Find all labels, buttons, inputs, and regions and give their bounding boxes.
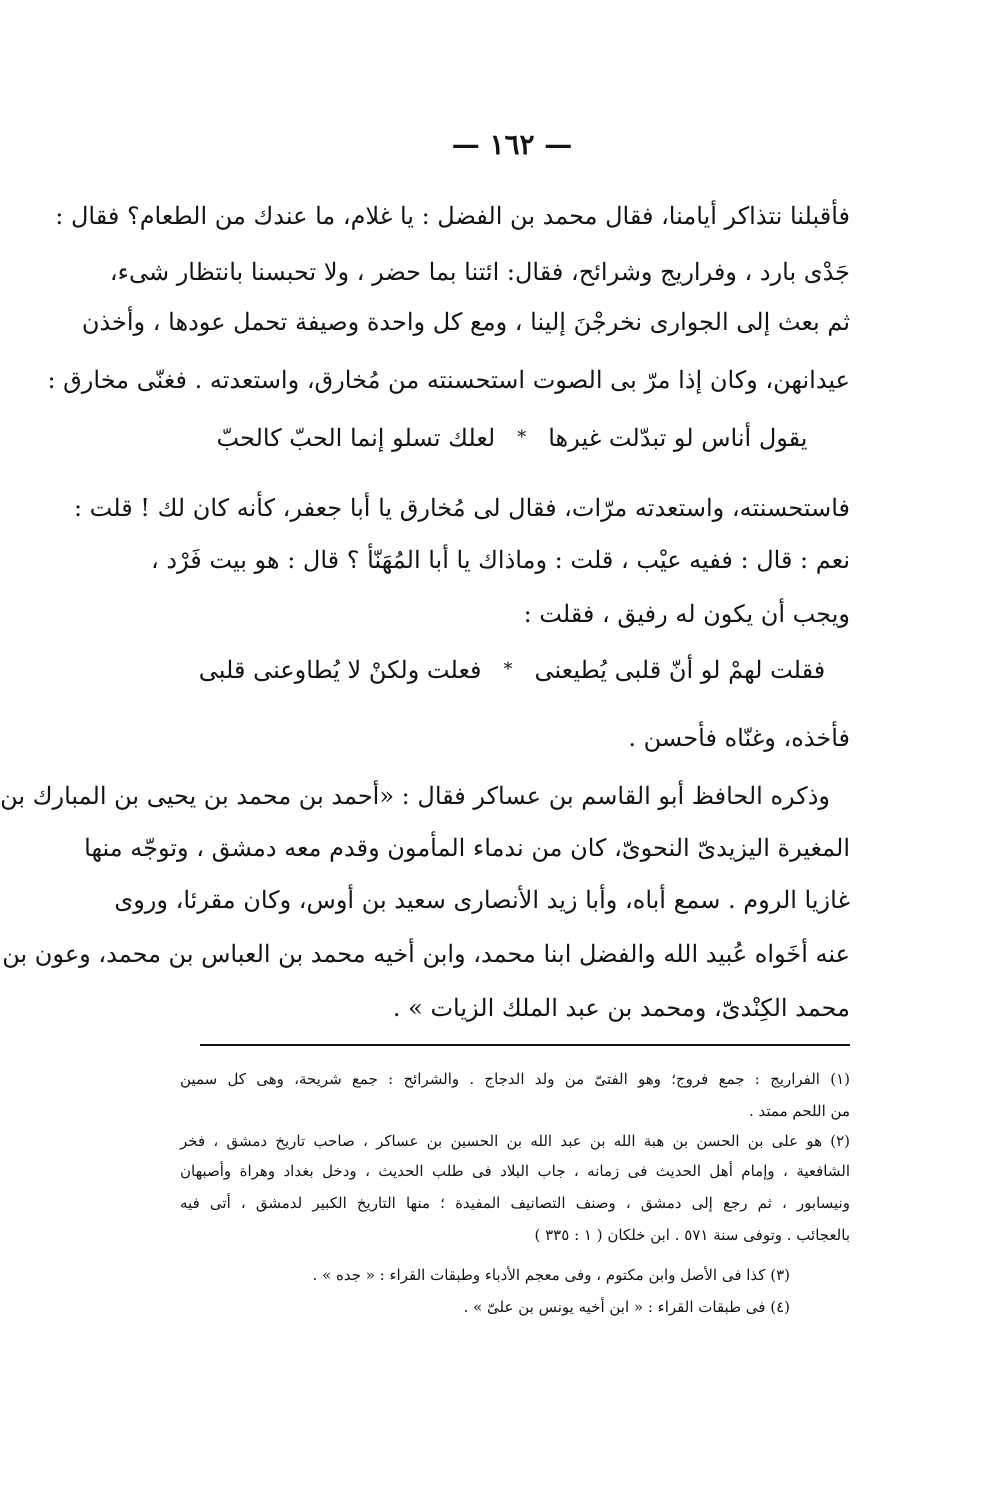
text-line: وذكره الحافظ أبو القاسم بن عساكر فقال : «أحمد بن محمد بن يحيى بن المبارك بن [0,782,830,810]
text-line: ثم بعث إلى الجوارى نخرجْنَ إلينا ، ومع كل واحدة وصيفة تحمل عودها ، وأخذن [81,308,850,336]
verse-hemistich-right: فقلت لهمْ لو أنّ قلبى يُطيعنى [534,656,826,684]
verse-hemistich-left: لعلك تسلو إنما الحبّ كالحبّ [216,424,496,452]
text-line: ويجب أن يكون له رفيق ، فقلت : [523,600,850,628]
text-line: نعم : قال : ففيه عيْب ، قلت : وماذاك يا أبا المُهَنّأ ؟ قال : هو بيت فَرْد ، [151,546,850,574]
footnote-line: (٢) هو على بن الحسن بن هبة الله بن عبد الله بن الحسين بن عساكر ، صاحب تاريخ دمشق ، فخر [180,1132,850,1150]
verse-hemistich-right: يقول أناس لو تبدّلت غيرها [548,424,808,452]
page-number: — ١٦٢ — [451,128,573,161]
footnote-line: بالعجائب . وتوفى سنة ٥٧١ . ابن خلكان ( ١ : ٣٣٥ ) [534,1226,850,1244]
text-line: فأقبلنا نتذاكر أيامنا، فقال محمد بن الفضل : يا غلام، ما عندك من الطعام؟ فقال : [55,202,850,230]
text-line: عيدانهن، وكان إذا مرّ بى الصوت استحسنته من مُخارق، واستعدته . فغنّى مخارق : [47,366,850,394]
footnote-line: من اللحم ممتد . [748,1102,850,1120]
footnote-line: الشافعية ، وإمام أهل الحديث فى زمانه ، جاب البلاد فى طلب الحديث ، ودخل بغداد وهراة وأصبهان [180,1162,850,1180]
verse-separator-star: * [517,427,527,448]
poem-verse [34,650,990,690]
text-line: عنه أخَواه عُبيد الله والفضل ابنا محمد، وابن أخيه محمد بن العباس بن محمد، وعون بن [2,940,850,968]
footnote-line: (١) الفراريج : جمع فروج؛ وهو الفتىّ من ولد الدجاج . والشرائح : جمع شريحة، وهى كل سمين [180,1070,850,1088]
footnote-line: (٤) فى طبقات القراء : « ابن أخيه يونس بن علىّ » . [463,1298,790,1316]
text-line: المغيرة اليزيدىّ النحوىّ، كان من ندماء المأمون وقدم معه دمشق ، وتوجّه منها [84,834,850,862]
footnote-line: (٣) كذا فى الأصل وابن مكتوم ، وفى معجم الأدباء وطبقات القراء : « جده » . [312,1266,790,1284]
text-line: غازيا الروم . سمع أباه، وأبا زيد الأنصارى سعيد بن أوس، وكان مقرئا، وروى [114,886,850,914]
verse-hemistich-left: فعلت ولكنْ لا يُطاوعنى قلبى [198,656,482,684]
text-line: فاستحسنته، واستعدته مرّات، فقال لى مُخارق يا أبا جعفر، كأنه كان لك ! قلت : [73,494,850,522]
text-line: فأخذه، وغنّاه فأحسن . [628,724,850,752]
footnote-line: ونيسابور ، ثم رجع إلى دمشق ، وصنف التصانيف المفيدة ؛ منها التاريخ الكبير لدمشق ، أتى فيه [180,1194,850,1212]
footnote-separator [200,1044,850,1046]
verse-separator-star: * [503,659,513,680]
text-line: محمد الكِنْدىّ، ومحمد بن عبد الملك الزيات » . [392,994,850,1022]
poem-verse [34,418,990,458]
text-line: جَدْى بارد ، وفراريج وشرائح، فقال: ائتنا بما حضر ، ولا تحبسنا بانتظار شىء، [109,258,850,286]
